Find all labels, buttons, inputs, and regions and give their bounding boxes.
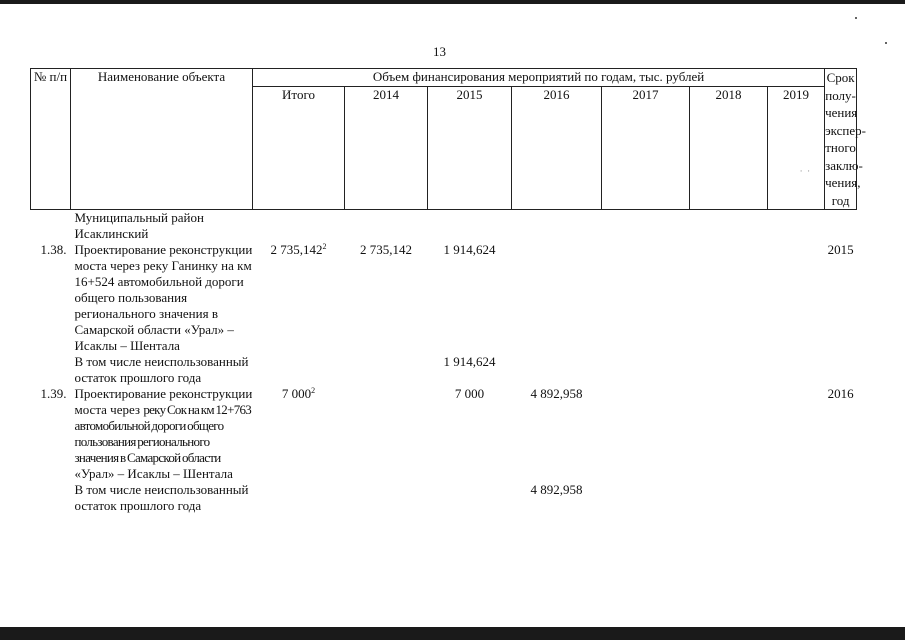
row-2014 xyxy=(345,386,428,482)
row-num xyxy=(31,354,71,386)
row-2016 xyxy=(512,354,602,386)
footnote-mark: 2 xyxy=(311,386,316,395)
footnote-mark: 2 xyxy=(322,242,327,251)
scan-border-top xyxy=(0,0,905,4)
header-year-2017: 2017 xyxy=(602,87,690,210)
row-name: Проектирование реконструкции моста через реку Ганинку на км 16+524 автомобильной дороги общего пользования регионального значения в Самарской области «Урал» – Исаклы – Шентала xyxy=(74,242,253,353)
row-term: 2016 xyxy=(827,386,854,401)
row-2014: 2 735,142 xyxy=(360,242,412,257)
row-total: 7 $000^2$ xyxy=(281,386,316,401)
row-2015 xyxy=(428,482,512,514)
row-num: 1.39. xyxy=(40,386,67,401)
scan-border-bottom xyxy=(0,627,905,640)
row-num xyxy=(31,482,71,514)
row-2016 xyxy=(512,242,602,354)
table-row xyxy=(31,354,857,386)
row-term: 2015 xyxy=(827,242,854,257)
header-total: Итого xyxy=(253,87,345,210)
scan-speck xyxy=(885,42,887,44)
section-title: Муниципальный район Исаклинский xyxy=(74,210,204,241)
row-2015: 1 914,624 xyxy=(443,242,496,257)
row-2015: 1 914,624 xyxy=(443,354,496,369)
row-term xyxy=(825,482,857,514)
table-row xyxy=(31,242,857,354)
row-2014 xyxy=(345,354,428,386)
row-name: В том числе неиспользованный остаток прошлого года xyxy=(74,482,249,513)
row-2018 xyxy=(690,242,768,354)
header-year-2015: 2015 xyxy=(428,87,512,210)
scan-marks: · · xyxy=(799,166,811,177)
row-2014 xyxy=(345,482,428,514)
row-total: 2 735,142$^2$ xyxy=(270,242,327,257)
scan-speck xyxy=(855,17,857,19)
row-2017 xyxy=(602,242,690,354)
header-year-2019: 2019 · · xyxy=(768,87,825,210)
row-name: В том числе неиспользованный остаток прошлого года xyxy=(74,354,249,385)
row-total xyxy=(253,354,345,386)
header-year-2018: 2018 xyxy=(690,87,768,210)
row-2019 xyxy=(768,242,825,354)
row-name: Проектирование реконструкции моста через реку Сок на км 12+763 автомобильной дороги общего пользования регионального значения в Самарской области «Урал» – Исаклы – Шентала xyxy=(74,386,253,481)
header-term: Срок полу-чения экспер-тного заклю-чения, год xyxy=(825,70,866,208)
page-number: 13 xyxy=(433,44,446,59)
row-2016: 4 892,958 xyxy=(530,482,583,497)
row-num: 1.38. xyxy=(40,242,67,257)
header-name: Наименование объекта xyxy=(71,69,253,210)
row-2015: 7 000 xyxy=(454,386,485,401)
header-year-2014: 2014 xyxy=(345,87,428,210)
header-funding: Объем финансирования мероприятий по годам, тыс. рублей xyxy=(253,69,825,87)
row-total xyxy=(253,482,345,514)
header-num: № п/п xyxy=(31,69,71,210)
table-row xyxy=(31,482,857,514)
row-term xyxy=(825,354,857,386)
header-year-2016: 2016 xyxy=(512,87,602,210)
table-row xyxy=(31,386,857,482)
financing-table xyxy=(30,68,866,514)
row-2016: 4 892,958 xyxy=(530,386,583,401)
